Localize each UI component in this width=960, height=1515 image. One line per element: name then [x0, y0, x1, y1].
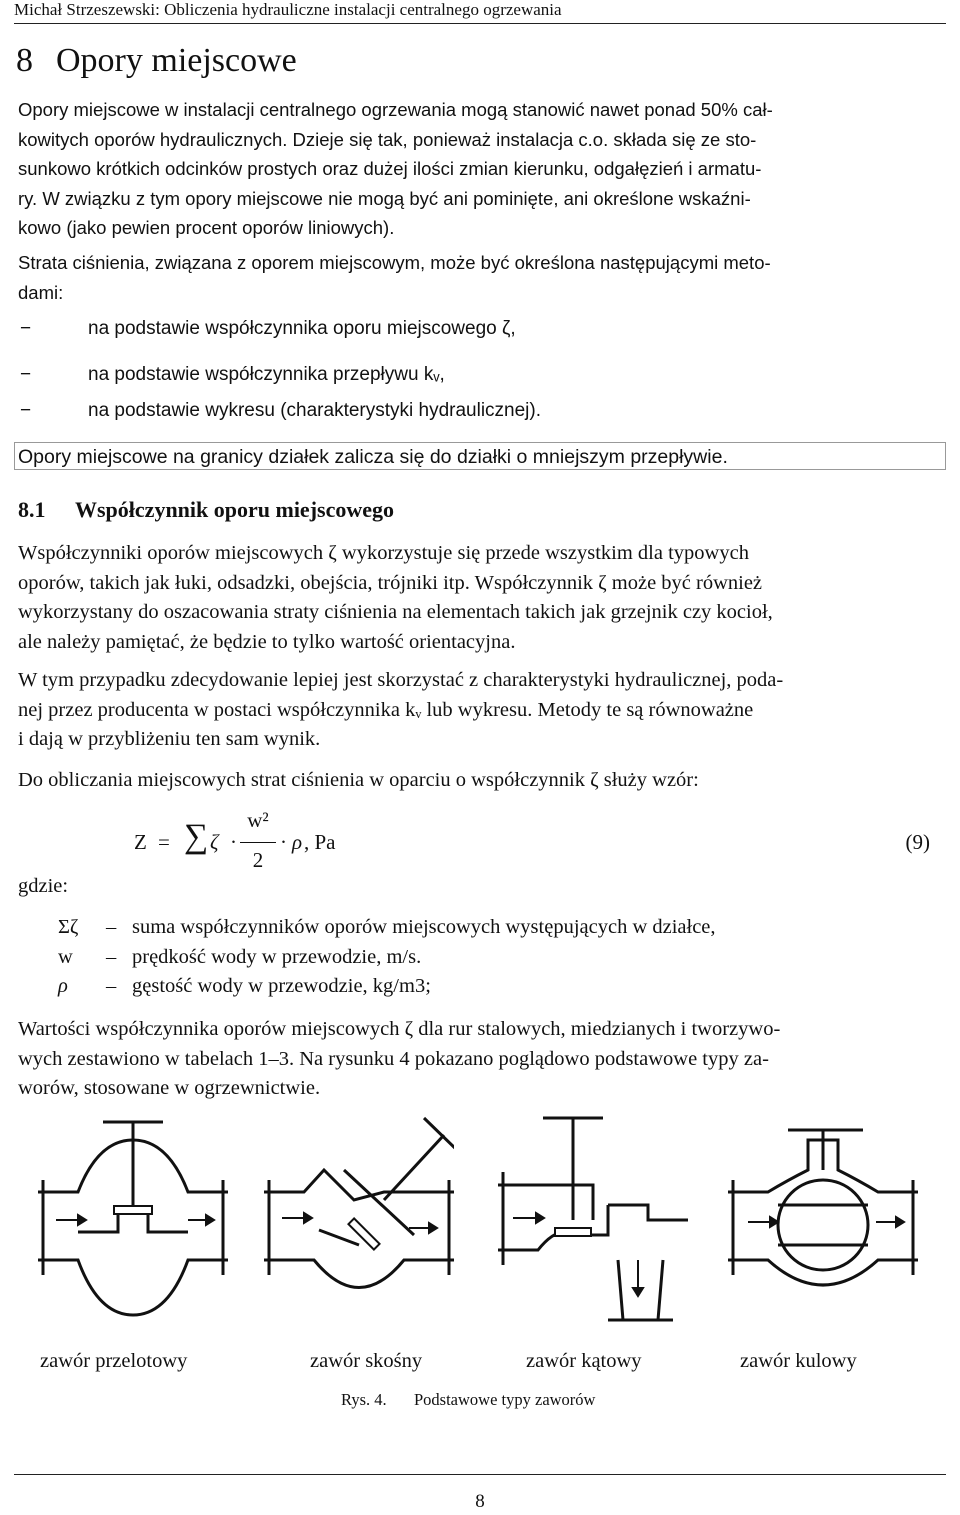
text-line: Wartości współczynnika oporów miejscowych ζ dla rur stalowych, miedzianych i tworzywo- [18, 1018, 781, 1040]
angle-valve-drawing [498, 1110, 688, 1335]
text-line: W tym przypadku zdecydowanie lepiej jest skorzystać z charakterystyki hydraulicznej, poda- [18, 669, 784, 691]
header-rule [14, 23, 946, 24]
formula-equals: = [158, 830, 170, 854]
subsection-heading [18, 497, 394, 523]
text-line: worów, stosowane w ogrzewnictwie. [18, 1077, 321, 1099]
page-number: 8 [475, 1491, 485, 1512]
caption-number: Rys. 4. [341, 1390, 387, 1409]
intro-line: kowitych oporów hydraulicznych. Dzieje się tak, ponieważ instalacja c.o. składa się ze sto- [18, 128, 757, 150]
method-item: − na podstawie współczynnika oporu miejscowego ζ, [20, 318, 516, 339]
formula-rho: ρ [292, 830, 303, 854]
subsection-title: Współczynnik oporu miejscowego [75, 497, 394, 522]
section-title: Opory miejscowe [56, 42, 297, 79]
method-item: − na podstawie wykresu (charakterystyki hydraulicznej). [20, 400, 542, 421]
intro-paragraph [18, 95, 946, 243]
definition-symbol: w [58, 946, 73, 968]
formula-9 [134, 808, 424, 882]
formula-dot: · [280, 830, 287, 854]
caption-text: Podstawowe typy zaworów [414, 1390, 596, 1409]
text-line: ale należy pamiętać, że będzie to tylko wartość orientacyjna. [18, 630, 516, 653]
subsection-number: 8.1 [18, 497, 46, 522]
definition-row: ρ – gęstość wody w przewodzie, kg/m3; [58, 975, 431, 997]
ball-valve-drawing [728, 1110, 918, 1335]
formula-unit: , Pa [304, 830, 336, 854]
method-item: − na podstawie współczynnika przepływu kᵥ, [20, 364, 445, 385]
text-line: Współczynniki oporów miejscowych ζ wykorzystuje się przede wszystkim dla typowych [18, 542, 749, 564]
valve-label-straight: zawór przelotowy [40, 1350, 188, 1372]
methods-paragraph [18, 248, 946, 307]
text-line: oporów, takich jak łuki, odsadzki, obejścia, trójniki itp. Współczynnik ζ może być również [18, 571, 763, 594]
footer-rule [14, 1474, 946, 1475]
globe-valve-drawing [38, 1110, 228, 1335]
paragraph-zeta-usage [18, 539, 946, 657]
formula-zeta: ζ [210, 830, 219, 854]
intro-line: ry. W związku z tym opory miejscowe nie mogą być ani pominięte, ani określone wskaźni- [18, 187, 751, 209]
formula-numerator: w² [247, 808, 269, 832]
definition-symbol: Σζ [58, 916, 79, 938]
valve-label-oblique: zawór skośny [310, 1350, 423, 1372]
methods-line: dami: [18, 281, 64, 303]
text-line: wych zestawiono w tabelach 1–3. Na rysunku 4 pokazano poglądowo podstawowe typy za- [18, 1047, 769, 1070]
section-heading [16, 42, 297, 80]
valve-label-angle: zawór kątowy [526, 1350, 642, 1372]
definition-row: Σζ – suma współczynników oporów miejscowych występujących w działce, [58, 916, 716, 938]
equation-number: (9) [905, 830, 930, 854]
figure-caption [341, 1390, 595, 1410]
oblique-valve-drawing [264, 1110, 454, 1335]
formula-lhs: Z [134, 830, 147, 854]
formula-denominator: 2 [252, 848, 264, 872]
text-line: i dają w przybliżeniu ten sam wynik. [18, 728, 321, 750]
formula-fraction-bar [240, 842, 276, 843]
intro-line: Opory miejscowe w instalacji centralnego ogrzewania mogą stanowić nawet ponad 50% cał- [18, 99, 773, 120]
intro-line: sunkowo krótkich odcinków prostych oraz dużej ilości zmian kierunku, odgałęzień i armatu- [18, 158, 762, 179]
intro-line: kowo (jako pewien procent oporów liniowych). [18, 217, 395, 238]
text-line: nej przez producenta w postaci współczynnika kᵥ lub wykresu. Metody te są równoważne [18, 698, 754, 721]
boxed-note: Opory miejscowe na granicy działek zalicza się do działki o mniejszym przepływie. [14, 442, 946, 470]
definition-symbol: ρ [58, 975, 68, 997]
running-header: Michał Strzeszewski: Obliczenia hydrauliczne instalacji centralnego ogrzewania [14, 0, 562, 19]
paragraph-formula-intro: Do obliczania miejscowych strat ciśnienia w oparciu o współczynnik ζ służy wzór: [18, 769, 699, 791]
section-number: 8 [16, 42, 33, 79]
formula-dot: · [230, 830, 237, 854]
paragraph-characteristic [18, 666, 946, 755]
valve-label-ball: zawór kulowy [740, 1350, 857, 1372]
paragraph-tables-figure [18, 1015, 946, 1104]
text-line: wykorzystany do oszacowania straty ciśnienia na elementach takich jak grzejnik czy kocioł, [18, 601, 773, 623]
formula-sum-symbol: ∑ [184, 818, 209, 855]
methods-line: Strata ciśnienia, związana z oporem miejscowym, może być określona następującymi meto- [18, 252, 771, 273]
definition-row: w – prędkość wody w przewodzie, m/s. [58, 946, 422, 968]
where-label: gdzie: [18, 875, 69, 897]
